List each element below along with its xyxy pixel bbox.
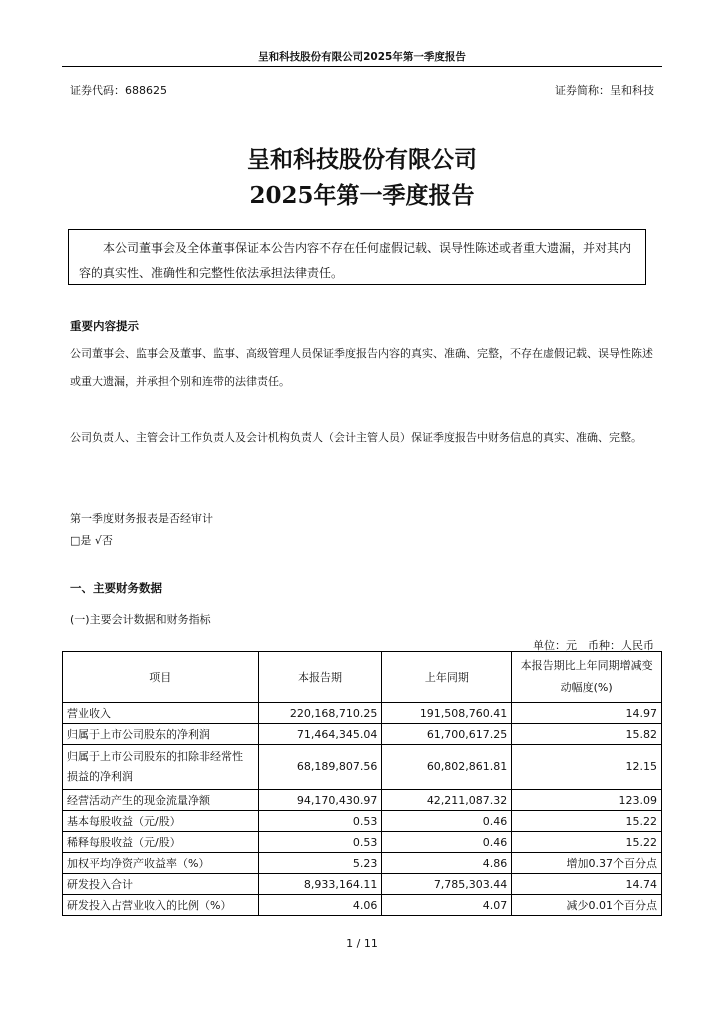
- row-item: 稀释每股收益（元/股）: [63, 832, 259, 853]
- row-prior: 61,700,617.25: [382, 724, 512, 745]
- row-current: 8,933,164.11: [258, 874, 382, 895]
- financial-data-table: [62, 651, 662, 916]
- row-current: 68,189,807.56: [258, 745, 382, 790]
- row-change: 15.22: [512, 832, 662, 853]
- row-change: 15.82: [512, 724, 662, 745]
- row-item: 归属于上市公司股东的扣除非经常性损益的净利润: [63, 745, 259, 790]
- row-item: 基本每股收益（元/股）: [63, 811, 259, 832]
- table-row: [63, 790, 662, 811]
- row-current: 94,170,430.97: [258, 790, 382, 811]
- row-current: 0.53: [258, 811, 382, 832]
- row-item: 研发投入占营业收入的比例（%）: [63, 895, 259, 916]
- audit-options: □是 √否: [70, 534, 113, 547]
- header-item: 项目: [63, 652, 259, 703]
- row-change: 增加0.37个百分点: [512, 853, 662, 874]
- row-change: 12.15: [512, 745, 662, 790]
- row-current: 220,168,710.25: [258, 703, 382, 724]
- row-change: 14.74: [512, 874, 662, 895]
- table-row: [63, 703, 662, 724]
- row-current: 0.53: [258, 832, 382, 853]
- row-change: 减少0.01个百分点: [512, 895, 662, 916]
- row-current: 5.23: [258, 853, 382, 874]
- row-item: 经营活动产生的现金流量净额: [63, 790, 259, 811]
- row-prior: 4.07: [382, 895, 512, 916]
- important-heading: 重要内容提示: [70, 319, 139, 333]
- row-current: 71,464,345.04: [258, 724, 382, 745]
- important-para-1: 公司董事会、监事会及董事、监事、高级管理人员保证季度报告内容的真实、准确、完整，不存在虚假记载、误导性陈述或重大遗漏，并承担个别和连带的法律责任。: [70, 347, 653, 388]
- row-prior: 0.46: [382, 832, 512, 853]
- important-para-2: 公司负责人、主管会计工作负责人及会计机构负责人（会计主管人员）保证季度报告中财务信息的真实、准确、完整。: [70, 431, 642, 444]
- row-change: 14.97: [512, 703, 662, 724]
- row-current: 4.06: [258, 895, 382, 916]
- row-item: 研发投入合计: [63, 874, 259, 895]
- table-header-row: [63, 652, 662, 703]
- section-1-subheading: (一)主要会计数据和财务指标: [70, 613, 211, 626]
- board-notice-box: [68, 229, 646, 285]
- table-row: [63, 895, 662, 916]
- section-1-heading: 一、主要财务数据: [70, 581, 162, 595]
- table-row: [63, 874, 662, 895]
- row-item: 营业收入: [63, 703, 259, 724]
- table-row: [63, 811, 662, 832]
- board-notice-text: 本公司董事会及全体董事保证本公告内容不存在任何虚假记载、误导性陈述或者重大遗漏，并对其内容的真实性、准确性和完整性依法承担法律责任。: [79, 241, 632, 280]
- row-prior: 191,508,760.41: [382, 703, 512, 724]
- header-change: 本报告期比上年同期增减变动幅度(%): [512, 652, 662, 703]
- row-prior: 60,802,861.81: [382, 745, 512, 790]
- company-title: 呈和科技股份有限公司: [247, 146, 477, 173]
- row-prior: 4.86: [382, 853, 512, 874]
- header-divider: [62, 66, 662, 67]
- table-row: [63, 853, 662, 874]
- row-prior: 7,785,303.44: [382, 874, 512, 895]
- audit-question: 第一季度财务报表是否经审计: [70, 512, 213, 525]
- header-prior-period: 上年同期: [382, 652, 512, 703]
- table-row: [63, 745, 662, 790]
- unit-currency-line: 单位：元 币种：人民币: [533, 639, 654, 652]
- stock-abbreviation: 证券简称：呈和科技: [555, 84, 654, 97]
- row-change: 123.09: [512, 790, 662, 811]
- header-current-period: 本报告期: [258, 652, 382, 703]
- running-header: 呈和科技股份有限公司2025年第一季度报告: [258, 51, 466, 63]
- row-item: 归属于上市公司股东的净利润: [63, 724, 259, 745]
- stock-code: 证券代码：688625: [70, 84, 167, 97]
- report-title: 2025年第一季度报告: [249, 182, 475, 209]
- row-item: 加权平均净资产收益率（%）: [63, 853, 259, 874]
- row-change: 15.22: [512, 811, 662, 832]
- table-row: [63, 832, 662, 853]
- row-prior: 0.46: [382, 811, 512, 832]
- table-row: [63, 724, 662, 745]
- page-number: 1 / 11: [346, 937, 378, 950]
- row-prior: 42,211,087.32: [382, 790, 512, 811]
